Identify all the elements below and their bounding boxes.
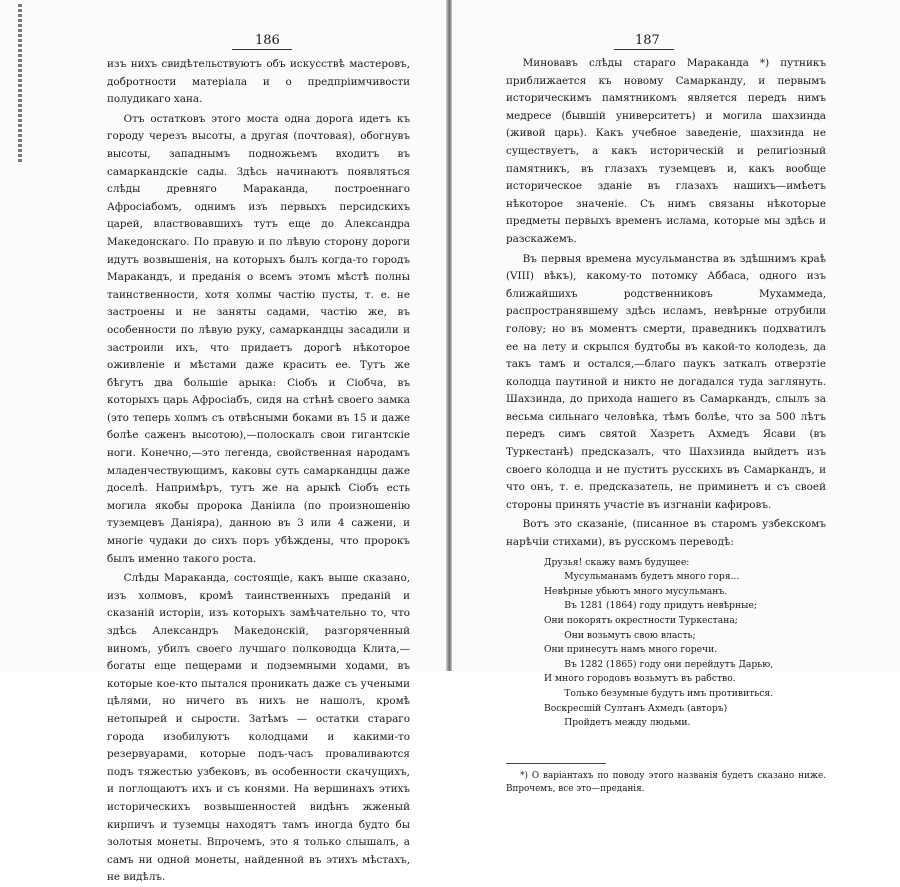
poem-line: Друзья! скажу вамъ будущее:	[544, 556, 690, 568]
footnote: *) О варіантахъ по поводу этого названія будетъ сказано ниже. Впрочемъ, все это—преданія.	[506, 770, 826, 794]
poem-line: Воскресшій Султанъ Ахмедъ (авторъ)	[544, 702, 728, 714]
poem	[544, 556, 826, 731]
paragraph: изъ нихъ свидѣтельствуютъ объ искусствѣ мастеровъ, добротности матеріала и о предпріимчивости полудикаго хана.	[107, 58, 410, 106]
poem-line: И много городовъ возьмутъ въ рабство.	[544, 673, 736, 685]
poem-line: Мусульманамъ будетъ много горя...	[564, 571, 740, 583]
page-number: 187	[635, 33, 660, 48]
poem-line: Въ 1281 (1864) году придутъ невѣрные;	[564, 600, 758, 612]
footnote-rule	[506, 763, 606, 764]
paragraph: Отъ остатковъ этого моста одна дорога идетъ къ городу черезъ высоты, а другая (почтовая), обогнувъ высоты, западнымъ подножьемъ входитъ въ самаркандскіе сады. Здѣсь начинаютъ появляться слѣды древняго Мараканда, построеннаго Афросіабомъ, однимъ изъ первыхъ персидскихъ царей, властвовавшихъ тутъ еще до Александра Македонскаго. По правую и по лѣвую сторону дороги идутъ возвышенія, на которыхъ былъ когда-то городъ Маракандъ, и преданія о всемъ этомъ мѣстѣ полны таинственности, хотя холмы частію пусты, т. е. не застроены и не заняты садами, частію же, въ особенности по лѣвую руку, самаркандцы засадили и застроили ихъ, что придаетъ дорогѣ нѣкоторое оживленіе и мѣстами даже красить ее. Тутъ же бѣгутъ два большіе арыка: Сіобъ и Сіобча, въ которыхъ царь Афросіабъ, сидя на стѣнѣ своего замка (это теперь холмъ съ отвѣсными боками въ 15 и даже болѣе саженъ высотою),—полоскалъ свои гигантскіе ноги. Конечно,—это легенда, свойственная народамъ младенчествующимъ, каковы суть самаркандцы даже доселѣ. Напримѣръ, тутъ же на арыкѣ Сіобъ есть могила якобы пророка Даніила (по произношенію туземцевъ Даніяра), данною въ 3 или 4 сажени, и многіе чудаки до сихъ поръ убѣждены, что пророкъ былъ именно такого роста.	[107, 112, 410, 565]
poem-line: Невѣрные убьютъ много мусульманъ.	[544, 585, 728, 597]
left-page	[0, 0, 446, 884]
poem-line: Только безумные будутъ имъ противиться.	[564, 687, 774, 699]
right-page	[452, 0, 900, 794]
paragraph: Вотъ это сказаніе, (писанное въ старомъ узбекскомъ нарѣчіи стихами), въ русскомъ переводѣ:	[506, 518, 826, 549]
paragraph: Въ первыя времена мусульманства въ здѣшнимъ краѣ (VIII) вѣкъ), какому-то потомку Аббаса, одного изъ ближайшихъ родственниковъ Мухаммеда, распространявшему здѣсь исламъ, невѣрные отрубили голову; но въ моментъ смерти, праведникъ подхватилъ ее на лету и скрылся будтобы въ какой-то колодезь, да такъ тамъ и остался,—благо паукъ заткалъ отверзтіе колодца паутиной и никто не догадался туда заглянуть. Шахзинда, до прихода нашего въ Самаркандъ, слылъ за весьма сильнаго человѣка, тѣмъ болѣе, что за 500 лѣтъ передъ симъ святой Хазретъ Ахмедъ Ясави (въ Туркестанѣ) предсказалъ, что Шахзинда выйдетъ изъ своего колодца и не пуститъ русскихъ въ Самаркандъ, и что онъ, т. е. предсказатель, не приминетъ и съ своей стороны принять участіе въ изгнаніи кафировъ.	[506, 252, 826, 511]
poem-line: Пройдетъ между людьми.	[564, 717, 691, 729]
poem-line: Они покорятъ окрестности Туркестана;	[544, 615, 738, 626]
paragraph: Слѣды Мараканда, состоящіе, какъ выше сказано, изъ холмовъ, кромѣ таинственныхъ преданій и сказаній исторіи, изъ которыхъ замѣчательно то, что здѣсь Александръ Македонскій, разгоряченный виномъ, убилъ своего лучшаго полководца Клита,—богаты еще пещерами и подземными ходами, въ которые кое-кто пытался проникать даже съ учеными цѣлями, но ничего въ нихъ не нашолъ, кромѣ нетопырей и сырости. Затѣмъ — остатки стараго города изобилуютъ колодцами и какими-то резервуарами, которые подъ-часъ проваливаются подъ тяжестью узбековъ, въ особенности скачущихъ, и поглощаютъ ихъ и съ конями. На вершинахъ этихъ историческихъ возвышенностей видѣнъ жженый кирпичъ и туземцы находятъ тамъ иногда будто бы золотыя монеты. Впрочемъ, это я только слышалъ, а самъ ни одной монеты, найденной въ этихъ мѣстахъ, не видѣлъ.	[107, 572, 410, 884]
poem-line: Они возьмутъ свою власть;	[564, 629, 696, 641]
poem-line: Въ 1282 (1865) году они перейдутъ Дарью,	[564, 658, 774, 670]
page-number-rule	[232, 49, 292, 50]
page-number-rule	[614, 49, 674, 50]
poem-line: Они принесутъ намъ много горечи.	[544, 644, 718, 656]
right-page-text	[506, 55, 826, 796]
paragraph: Миновавъ слѣды стараго Мараканда *) путникъ приближается къ новому Самарканду, и первымъ историческимъ памятникомъ является передъ нимъ медресе (бывшій университетъ) и могила шахзинда (живой царь). Какъ учебное заведеніе, шахзинда не существуетъ, а какъ историческій и религіозный памятникъ, въ глазахъ туземцевъ и, какъ вообще историческое зданіе въ глазахъ нашихъ—имѣетъ нѣкоторое значеніе. Съ нимъ связаны нѣкоторые предметы первыхъ временъ ислама, которые мы здѣсь и разскажемъ.	[506, 57, 826, 245]
left-page-text	[107, 56, 410, 887]
page-number: 186	[255, 33, 280, 48]
